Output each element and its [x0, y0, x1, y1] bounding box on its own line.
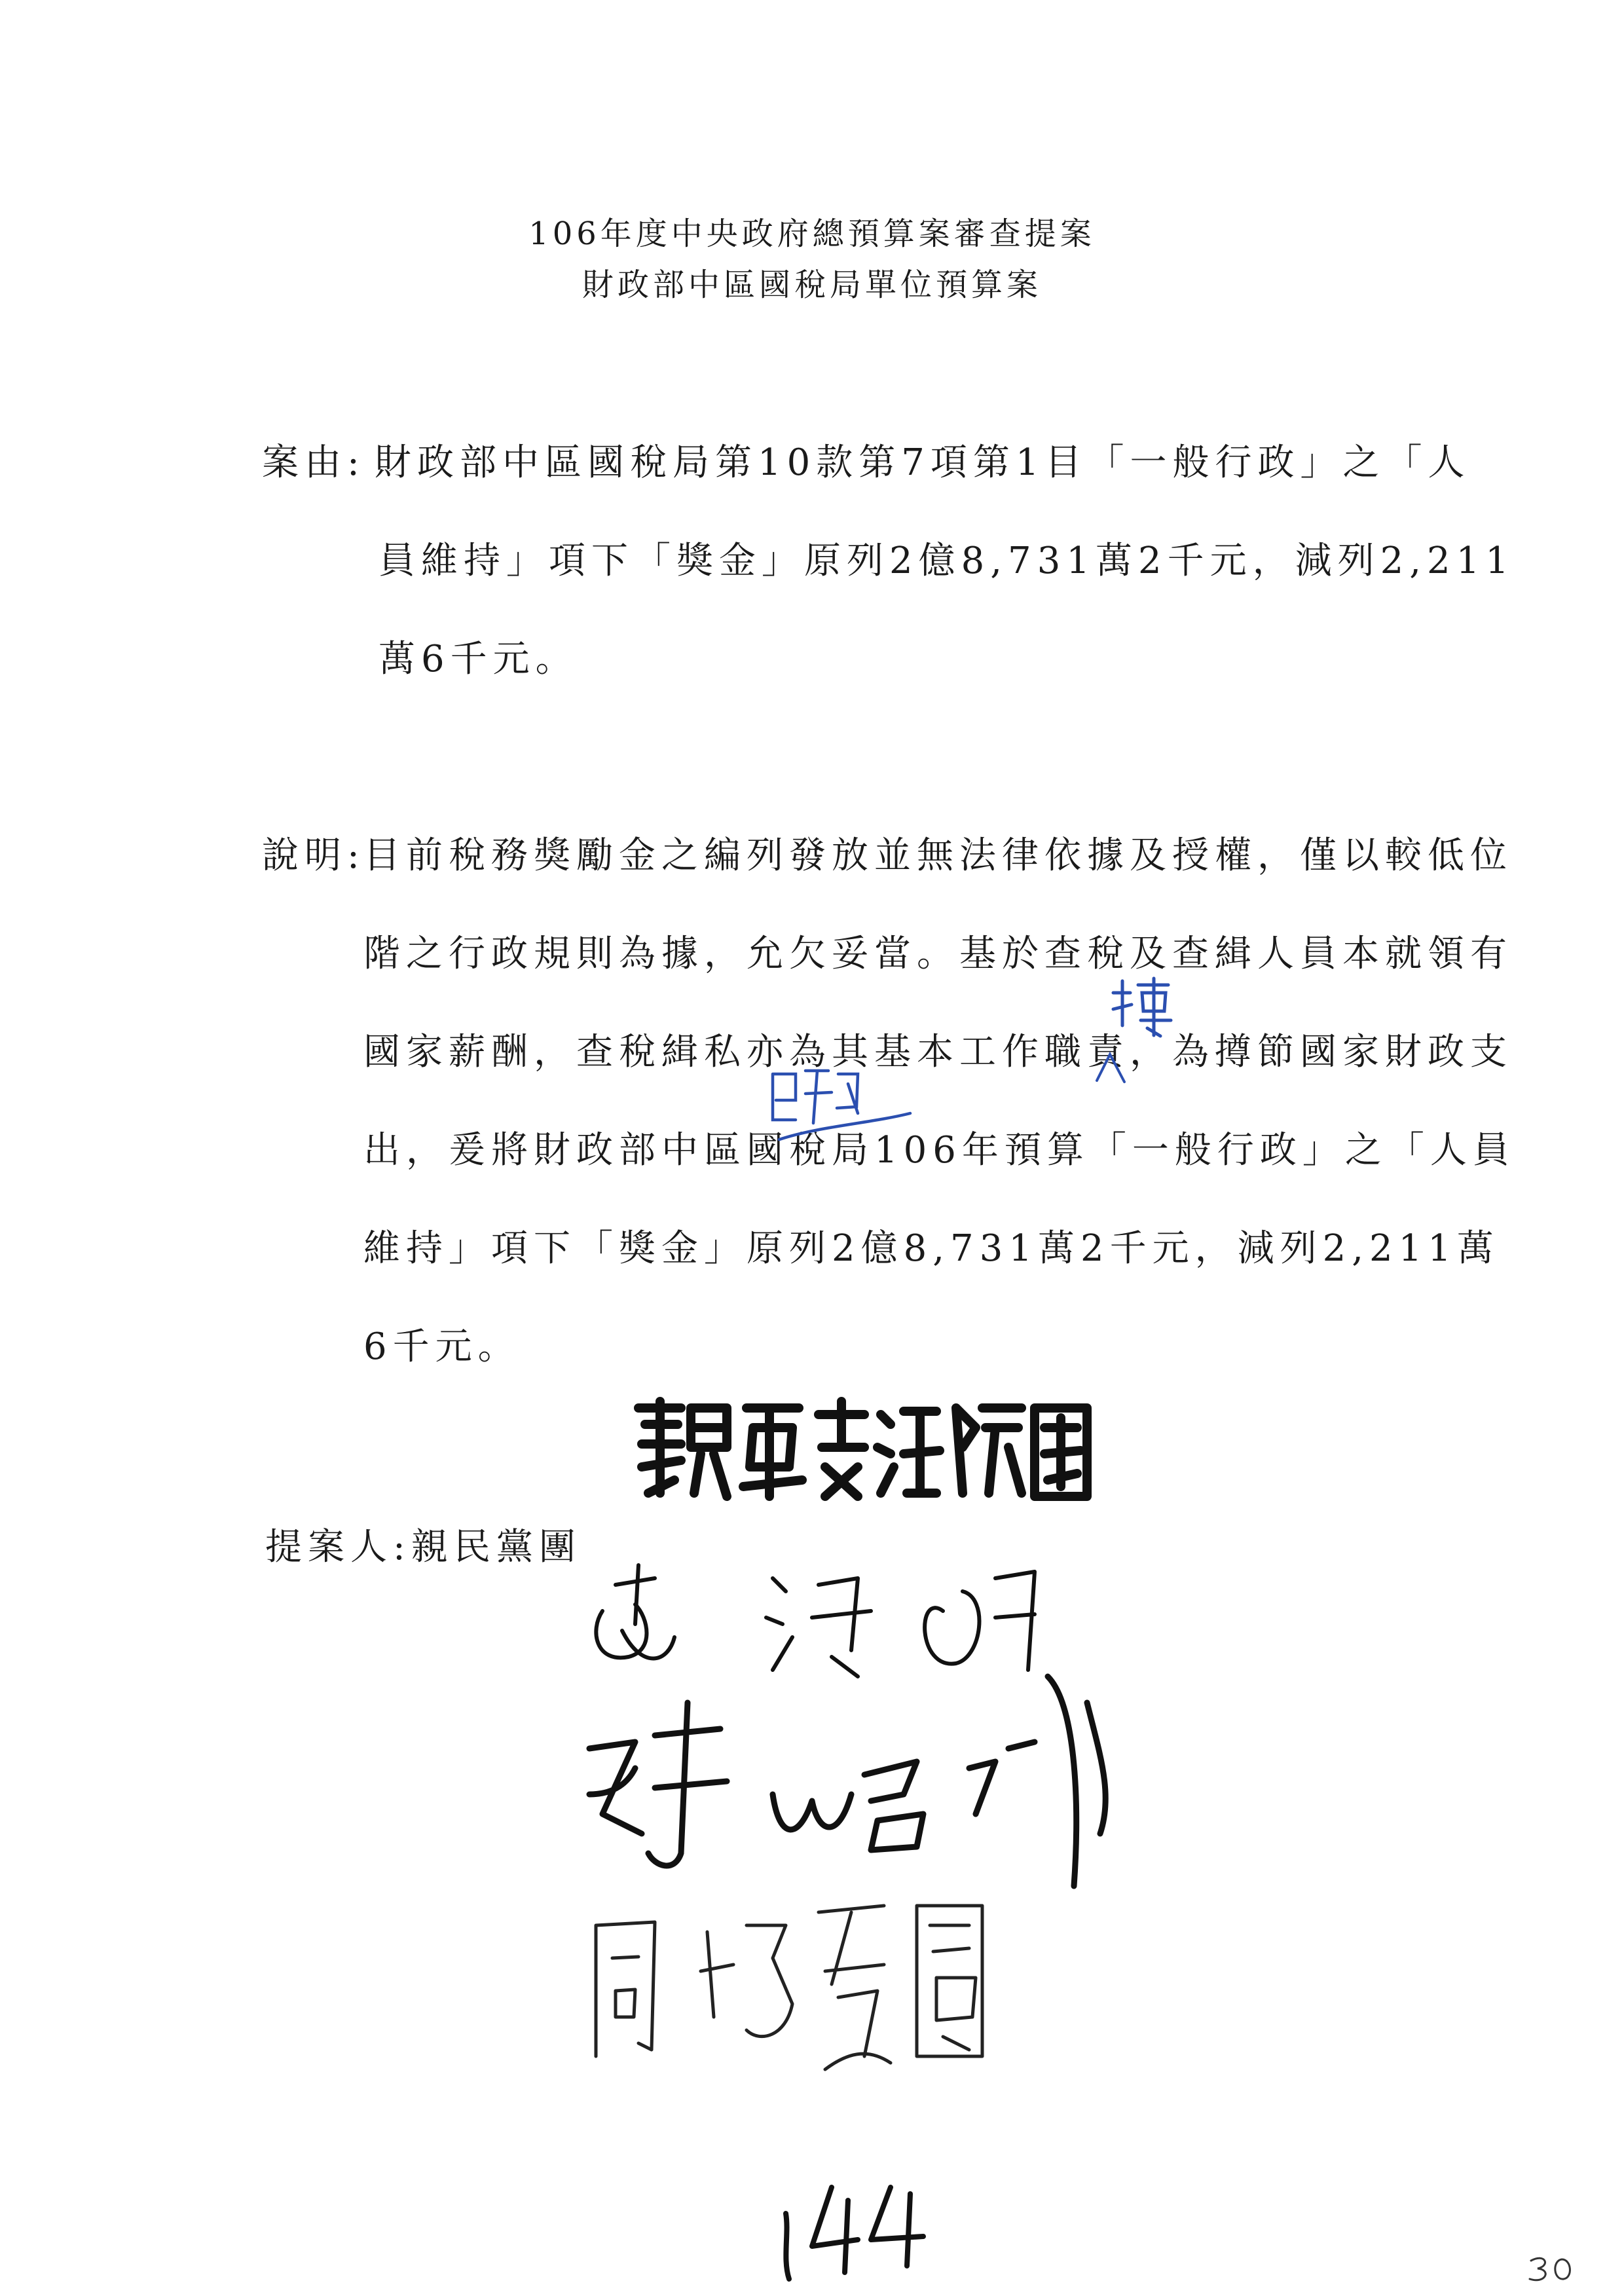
reason-line-3: 萬6千元。: [378, 638, 578, 680]
handwritten-initials: [766, 1061, 917, 1149]
document-subtitle: 財政部中區國稅局單位預算案: [581, 267, 1042, 303]
corner-mark: [1526, 2253, 1578, 2288]
explanation-line-6: 6千元。: [363, 1325, 521, 1368]
explanation-label: 說明:: [262, 834, 365, 877]
handwritten-page-number: [773, 2174, 943, 2288]
proposer-label: 提案人:親民黨團: [265, 1526, 581, 1568]
signature-2: [576, 1663, 1139, 1902]
explanation-line-1: 目前稅務獎勵金之編列發放並無法律依據及授權，僅以較低位: [363, 834, 1513, 877]
reason-label: 案由:: [262, 441, 365, 484]
handwritten-correction: [1105, 973, 1177, 1048]
explanation-line-5: 維持」項下「獎金」原列2億8,731萬2千元，減列2,211萬: [363, 1227, 1500, 1270]
explanation-line-3: 國家薪酬，查稅緝私亦為其基本工作職責，為撙節國家財政支: [363, 1031, 1513, 1073]
reason-line-1: 財政部中區國稅局第10款第7項第1目「一般行政」之「人: [375, 441, 1471, 484]
reason-line-2: 員維持」項下「獎金」原列2億8,731萬2千元，減列2,211: [378, 540, 1515, 582]
explanation-line-2: 階之行政規則為據，允欠妥當。基於查稅及查緝人員本就領有: [363, 933, 1513, 975]
document-title: 106年度中央政府總預算案審查提案: [528, 215, 1096, 252]
explanation-line-4: 出，爰將財政部中區國稅局106年預算「一般行政」之「人員: [363, 1129, 1515, 1172]
party-stamp-calligraphy: [629, 1388, 1100, 1509]
signature-3: [576, 1886, 1074, 2098]
insertion-caret: [1090, 1041, 1136, 1090]
